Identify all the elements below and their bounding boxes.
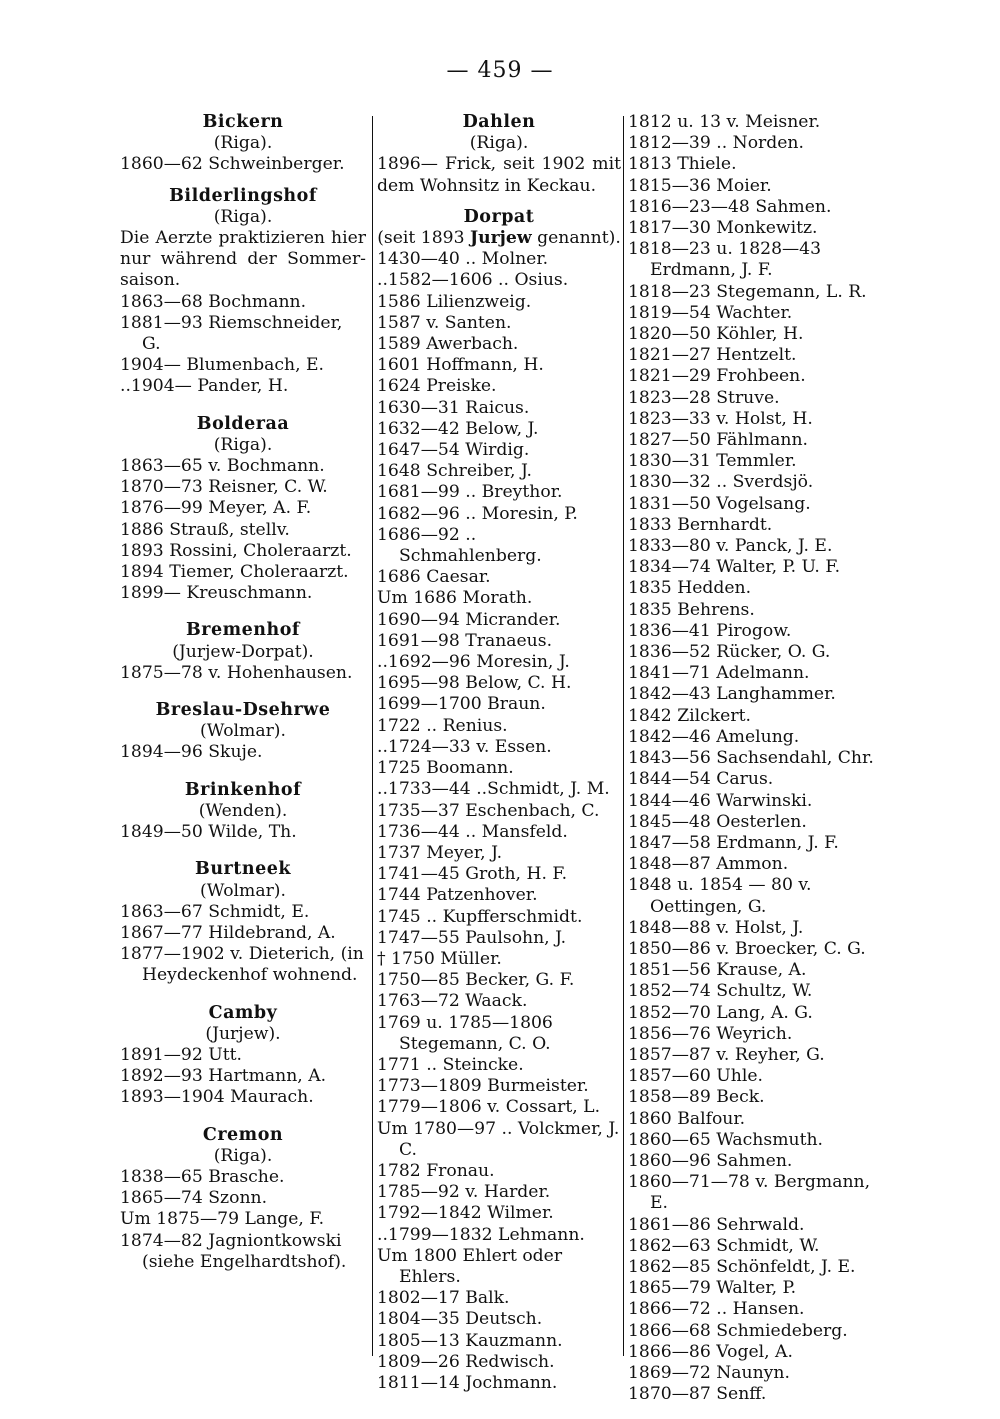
section-spacer xyxy=(120,176,366,186)
middle-column xyxy=(377,112,621,1394)
dorpat-entry-list xyxy=(377,249,621,1394)
entry-line: 1838—65 Brasche. xyxy=(120,1166,285,1187)
entry-line: 1865—74 Szonn. xyxy=(120,1188,268,1209)
entry-line: 1769 u. 1785—1806 Stegemann, C. O. xyxy=(377,1012,553,1054)
entry-line: 1852—74 Schultz, W. xyxy=(628,981,813,1002)
entry-line: 1877—1902 v. Dieterich, (in Heydeckenhof wohnend. xyxy=(120,944,364,986)
entry-line: 1821—29 Frohbeen. xyxy=(628,366,806,387)
entry-line: 1849—50 Wilde, Th. xyxy=(120,822,297,843)
entry-line: 1866—86 Vogel, A. xyxy=(628,1341,793,1362)
entry-line: 1823—28 Struve. xyxy=(628,387,780,408)
entry-line: 1841—71 Adelmann. xyxy=(628,663,810,684)
entry-line: 1747—55 Paulsohn, J. xyxy=(377,927,567,948)
entry-line: 1844—54 Carus. xyxy=(628,769,774,790)
section-region: (Wenden). xyxy=(198,800,288,821)
entry-line: 1874—82 Jagniontkowski (siehe Engelhardtshof). xyxy=(120,1230,347,1272)
section-region-name: Jurjew xyxy=(469,228,532,249)
entry-line: 1831—50 Vogelsang. xyxy=(628,493,811,514)
entry-line: 1725 Boomann. xyxy=(377,758,514,779)
section-spacer xyxy=(120,604,366,620)
entry-line: 1857—60 Uhle. xyxy=(628,1066,763,1087)
entry-line: 1833—80 v. Panck, J. E. xyxy=(628,536,833,557)
entry-line: 1779—1806 v. Cossart, L. xyxy=(377,1097,601,1118)
entry-line: 1830—31 Temmler. xyxy=(628,451,797,472)
entry-line: 1835 Behrens. xyxy=(628,599,755,620)
entry-line: 1818—23 Stegemann, L. R. xyxy=(628,281,867,302)
entry-line: 1845—48 Oesterlen. xyxy=(628,811,807,832)
entry-line: 1589 Awerbach. xyxy=(377,334,519,355)
section-spacer xyxy=(120,987,366,1003)
entry-line: 1691—98 Tranaeus. xyxy=(377,630,553,651)
section-heading: Brinkenhof xyxy=(184,779,302,800)
section-spacer xyxy=(120,764,366,780)
entry-line: 1816—23—48 Sahmen. xyxy=(628,196,832,217)
entry-line: 1876—99 Meyer, A. F. xyxy=(120,498,312,519)
entry-line: 1870—87 Senff. xyxy=(628,1384,767,1405)
entry-line: 1867—77 Hildebrand, A. xyxy=(120,922,336,943)
entry-line: 1812—39 .. Norden. xyxy=(628,133,804,154)
section-spacer xyxy=(120,1109,366,1125)
section-heading: Dorpat xyxy=(463,206,535,227)
entry-line: 1843—56 Sachsendahl, Chr. xyxy=(628,748,874,769)
section-note: 1896— Frick, seit 1902 mit dem Wohnsitz in Keckau. xyxy=(377,154,621,196)
section-region-prefix: (seit 1893 xyxy=(377,228,470,249)
section-region: (Jurjew). xyxy=(205,1023,281,1044)
entry-line: 1847—58 Erdmann, J. F. xyxy=(628,832,839,853)
entry-line: 1894 Tiemer, Choleraarzt. xyxy=(120,562,349,583)
entry-line: 1866—68 Schmiedeberg. xyxy=(628,1320,848,1341)
entry-line: 1863—67 Schmidt, E. xyxy=(120,901,310,922)
section-heading: Dahlen xyxy=(462,112,536,132)
entry-line: 1690—94 Micrander. xyxy=(377,609,561,630)
entry-line: 1586 Lilienzweig. xyxy=(377,291,532,312)
section-spacer xyxy=(120,684,366,700)
section-region xyxy=(377,228,621,249)
entry-line: ..1799—1832 Lehmann. xyxy=(377,1224,585,1245)
entry-line: 1817—30 Monkewitz. xyxy=(628,218,818,239)
entry-line: 1893—1904 Maurach. xyxy=(120,1087,314,1108)
entry-line: 1820—50 Köhler, H. xyxy=(628,324,804,345)
entry-line: 1686—92 .. Schmahlenberg. xyxy=(377,524,542,567)
entry-line: 1647—54 Wirdig. xyxy=(377,440,530,461)
section-heading: Bolderaa xyxy=(196,413,290,434)
section-spacer xyxy=(120,398,366,414)
entry-line: ..1904— Pander, H. xyxy=(120,376,289,397)
entry-line: 1862—63 Schmidt, W. xyxy=(628,1235,820,1256)
entry-line: ..1733—44 ..Schmidt, J. M. xyxy=(377,779,610,800)
entry-line: Um 1780—97 .. Volckmer, J. C. xyxy=(377,1118,620,1160)
entry-line: 1812 u. 13 v. Meisner. xyxy=(628,112,821,132)
entry-line: 1836—41 Pirogow. xyxy=(628,620,792,641)
entry-line: 1904— Blumenbach, E. xyxy=(120,355,325,376)
entry-line: 1860 Balfour. xyxy=(628,1108,746,1129)
entry-line: 1682—96 .. Moresin, P. xyxy=(377,503,578,524)
entry-line: 1856—76 Weyrich. xyxy=(628,1023,793,1044)
entry-line: 1804—35 Deutsch. xyxy=(377,1309,543,1330)
entry-line: 1821—27 Hentzelt. xyxy=(628,345,797,366)
entry-line: Um 1686 Morath. xyxy=(377,588,533,609)
entry-line: 1750—85 Becker, G. F. xyxy=(377,970,575,991)
entry-line: 1869—72 Naunyn. xyxy=(628,1362,790,1383)
entry-line: 1851—56 Krause, A. xyxy=(628,960,807,981)
entry-line: 1699—1700 Braun. xyxy=(377,694,546,715)
section-heading: Cremon xyxy=(202,1124,284,1145)
left-column xyxy=(120,112,366,1273)
entry-line: 1809—26 Redwisch. xyxy=(377,1351,555,1372)
entry-line: 1802—17 Balk. xyxy=(377,1288,510,1309)
entry-line: 1886 Strauß, stellv. xyxy=(120,519,290,540)
entry-line: 1587 v. Santen. xyxy=(377,312,512,333)
entry-line: 1630—31 Raicus. xyxy=(377,397,530,418)
entry-line: ..1692—96 Moresin, J. xyxy=(377,652,570,673)
entry-line: 1744 Patzenhover. xyxy=(377,885,538,906)
entry-line: 1899— Kreuschmann. xyxy=(120,583,313,604)
entry-line: 1860—96 Sahmen. xyxy=(628,1150,793,1171)
entry-line: 1860—62 Schweinberger. xyxy=(120,154,345,175)
entry-line: 1818—23 u. 1828—43 Erdmann, J. F. xyxy=(628,239,822,281)
section-heading: Breslau-Dsehrwe xyxy=(155,700,331,721)
entry-line: 1811—14 Jochmann. xyxy=(377,1372,558,1393)
entry-line: 1823—33 v. Holst, H. xyxy=(628,408,813,429)
entry-line: 1430—40 .. Molner. xyxy=(377,249,549,270)
entry-line: 1819—54 Wachter. xyxy=(628,302,793,323)
entry-line: 1773—1809 Burmeister. xyxy=(377,1076,589,1097)
section-region: (Riga). xyxy=(213,1145,273,1166)
section-heading: Bickern xyxy=(202,112,284,132)
entry-line: 1894—96 Skuje. xyxy=(120,742,263,763)
entry-line: 1735—37 Eschenbach, C. xyxy=(377,800,600,821)
entry-line: Um 1800 Ehlert oder Ehlers. xyxy=(377,1245,563,1287)
entry-line: 1866—72 .. Hansen. xyxy=(628,1299,805,1320)
entry-line: 1857—87 v. Reyher, G. xyxy=(628,1044,825,1065)
entry-line: 1842—46 Amelung. xyxy=(628,726,800,747)
entry-line: 1848 u. 1854 — 80 v. Oettingen, G. xyxy=(628,875,812,917)
page-number: — 459 — xyxy=(446,58,554,83)
section-region: (Riga). xyxy=(213,206,273,227)
entry-line: 1844—46 Warwinski. xyxy=(628,790,813,811)
entry-line: 1686 Caesar. xyxy=(377,567,491,588)
column-divider xyxy=(623,116,624,1356)
entry-line: 1860—71—78 v. Bergmann, E. xyxy=(628,1172,871,1214)
section-note: Die Aerzte praktizieren hier nur während der Sommer-saison. xyxy=(120,228,366,291)
entry-line: 1813 Thiele. xyxy=(628,154,737,175)
entry-line: 1852—70 Lang, A. G. xyxy=(628,1002,813,1023)
section-region: (Wolmar). xyxy=(200,880,286,901)
entry-line: 1858—89 Beck. xyxy=(628,1087,765,1108)
entry-line: 1836—52 Rücker, O. G. xyxy=(628,642,831,663)
entry-line: 1782 Fronau. xyxy=(377,1160,495,1181)
section-spacer xyxy=(120,843,366,859)
entry-line: 1865—79 Walter, P. xyxy=(628,1278,797,1299)
entry-line: 1827—50 Fählmann. xyxy=(628,430,808,451)
entry-line: 1785—92 v. Harder. xyxy=(377,1182,551,1203)
entry-line: 1891—92 Utt. xyxy=(120,1044,243,1065)
entry-line: 1848—88 v. Holst, J. xyxy=(628,917,804,938)
section-heading: Bremenhof xyxy=(186,620,300,641)
entry-line: 1842—43 Langhammer. xyxy=(628,684,836,705)
entry-line: 1830—32 .. Sverdsjö. xyxy=(628,472,814,493)
entry-line: 1881—93 Riemschneider, G. xyxy=(120,312,343,355)
entry-line: 1624 Preiske. xyxy=(377,376,497,397)
entry-line: 1763—72 Waack. xyxy=(377,991,528,1012)
entry-line: 1601 Hoffmann, H. xyxy=(377,355,544,376)
entry-line: 1736—44 .. Mansfeld. xyxy=(377,821,568,842)
entry-line: 1771 .. Steincke. xyxy=(377,1054,524,1075)
section-region: (Riga). xyxy=(469,133,529,154)
entry-line: 1681—99 .. Breythor. xyxy=(377,482,563,503)
entry-line: ..1724—33 v. Essen. xyxy=(377,736,552,757)
entry-line: 1870—73 Reisner, C. W. xyxy=(120,477,328,498)
entry-line: 1805—13 Kauzmann. xyxy=(377,1330,563,1351)
entry-line: 1737 Meyer, J. xyxy=(377,842,503,863)
entry-line: 1863—68 Bochmann. xyxy=(120,291,307,312)
entry-line: Um 1875—79 Lange, F. xyxy=(120,1209,325,1230)
entry-line: 1861—86 Sehrwald. xyxy=(628,1214,805,1235)
section-heading: Burtneek xyxy=(195,859,291,880)
section-region: (Riga). xyxy=(213,133,273,154)
entry-line: 1892—93 Hartmann, A. xyxy=(120,1066,327,1087)
entry-line: 1893 Rossini, Choleraarzt. xyxy=(120,540,352,561)
section-region-suffix: genannt). xyxy=(531,228,621,249)
entry-line: 1863—65 v. Bochmann. xyxy=(120,456,325,477)
entry-line: 1741—45 Groth, H. F. xyxy=(377,864,568,885)
entry-line: 1842 Zilckert. xyxy=(628,705,751,726)
section-region: (Jurjew-Dorpat). xyxy=(172,641,314,662)
entry-line: 1648 Schreiber, J. xyxy=(377,461,533,482)
right-column xyxy=(628,112,874,1405)
entry-line: 1722 .. Renius. xyxy=(377,715,508,736)
entry-line: 1835 Hedden. xyxy=(628,578,752,599)
entry-line: 1848—87 Ammon. xyxy=(628,854,789,875)
entry-line: 1792—1842 Wilmer. xyxy=(377,1203,554,1224)
section-region: (Wolmar). xyxy=(200,721,286,742)
entry-line: 1834—74 Walter, P. U. F. xyxy=(628,557,841,578)
section-heading: Camby xyxy=(208,1002,278,1023)
entry-line: 1632—42 Below, J. xyxy=(377,418,539,439)
section-region: (Riga). xyxy=(213,434,273,455)
entry-line: ..1582—1606 .. Osius. xyxy=(377,270,569,291)
entry-line: 1860—65 Wachsmuth. xyxy=(628,1129,824,1150)
entry-line: 1850—86 v. Broecker, C. G. xyxy=(628,938,866,959)
entry-line: 1815—36 Moier. xyxy=(628,175,772,196)
entry-line: 1862—85 Schönfeldt, J. E. xyxy=(628,1256,856,1277)
entry-line: † 1750 Müller. xyxy=(377,948,502,969)
section-heading: Bilderlingshof xyxy=(169,185,317,206)
entry-line: 1875—78 v. Hohenhausen. xyxy=(120,662,353,683)
entry-line: 1695—98 Below, C. H. xyxy=(377,673,572,694)
column-divider xyxy=(372,116,373,1356)
entry-line: 1833 Bernhardt. xyxy=(628,514,773,535)
entry-line: 1745 .. Kupfferschmidt. xyxy=(377,906,583,927)
